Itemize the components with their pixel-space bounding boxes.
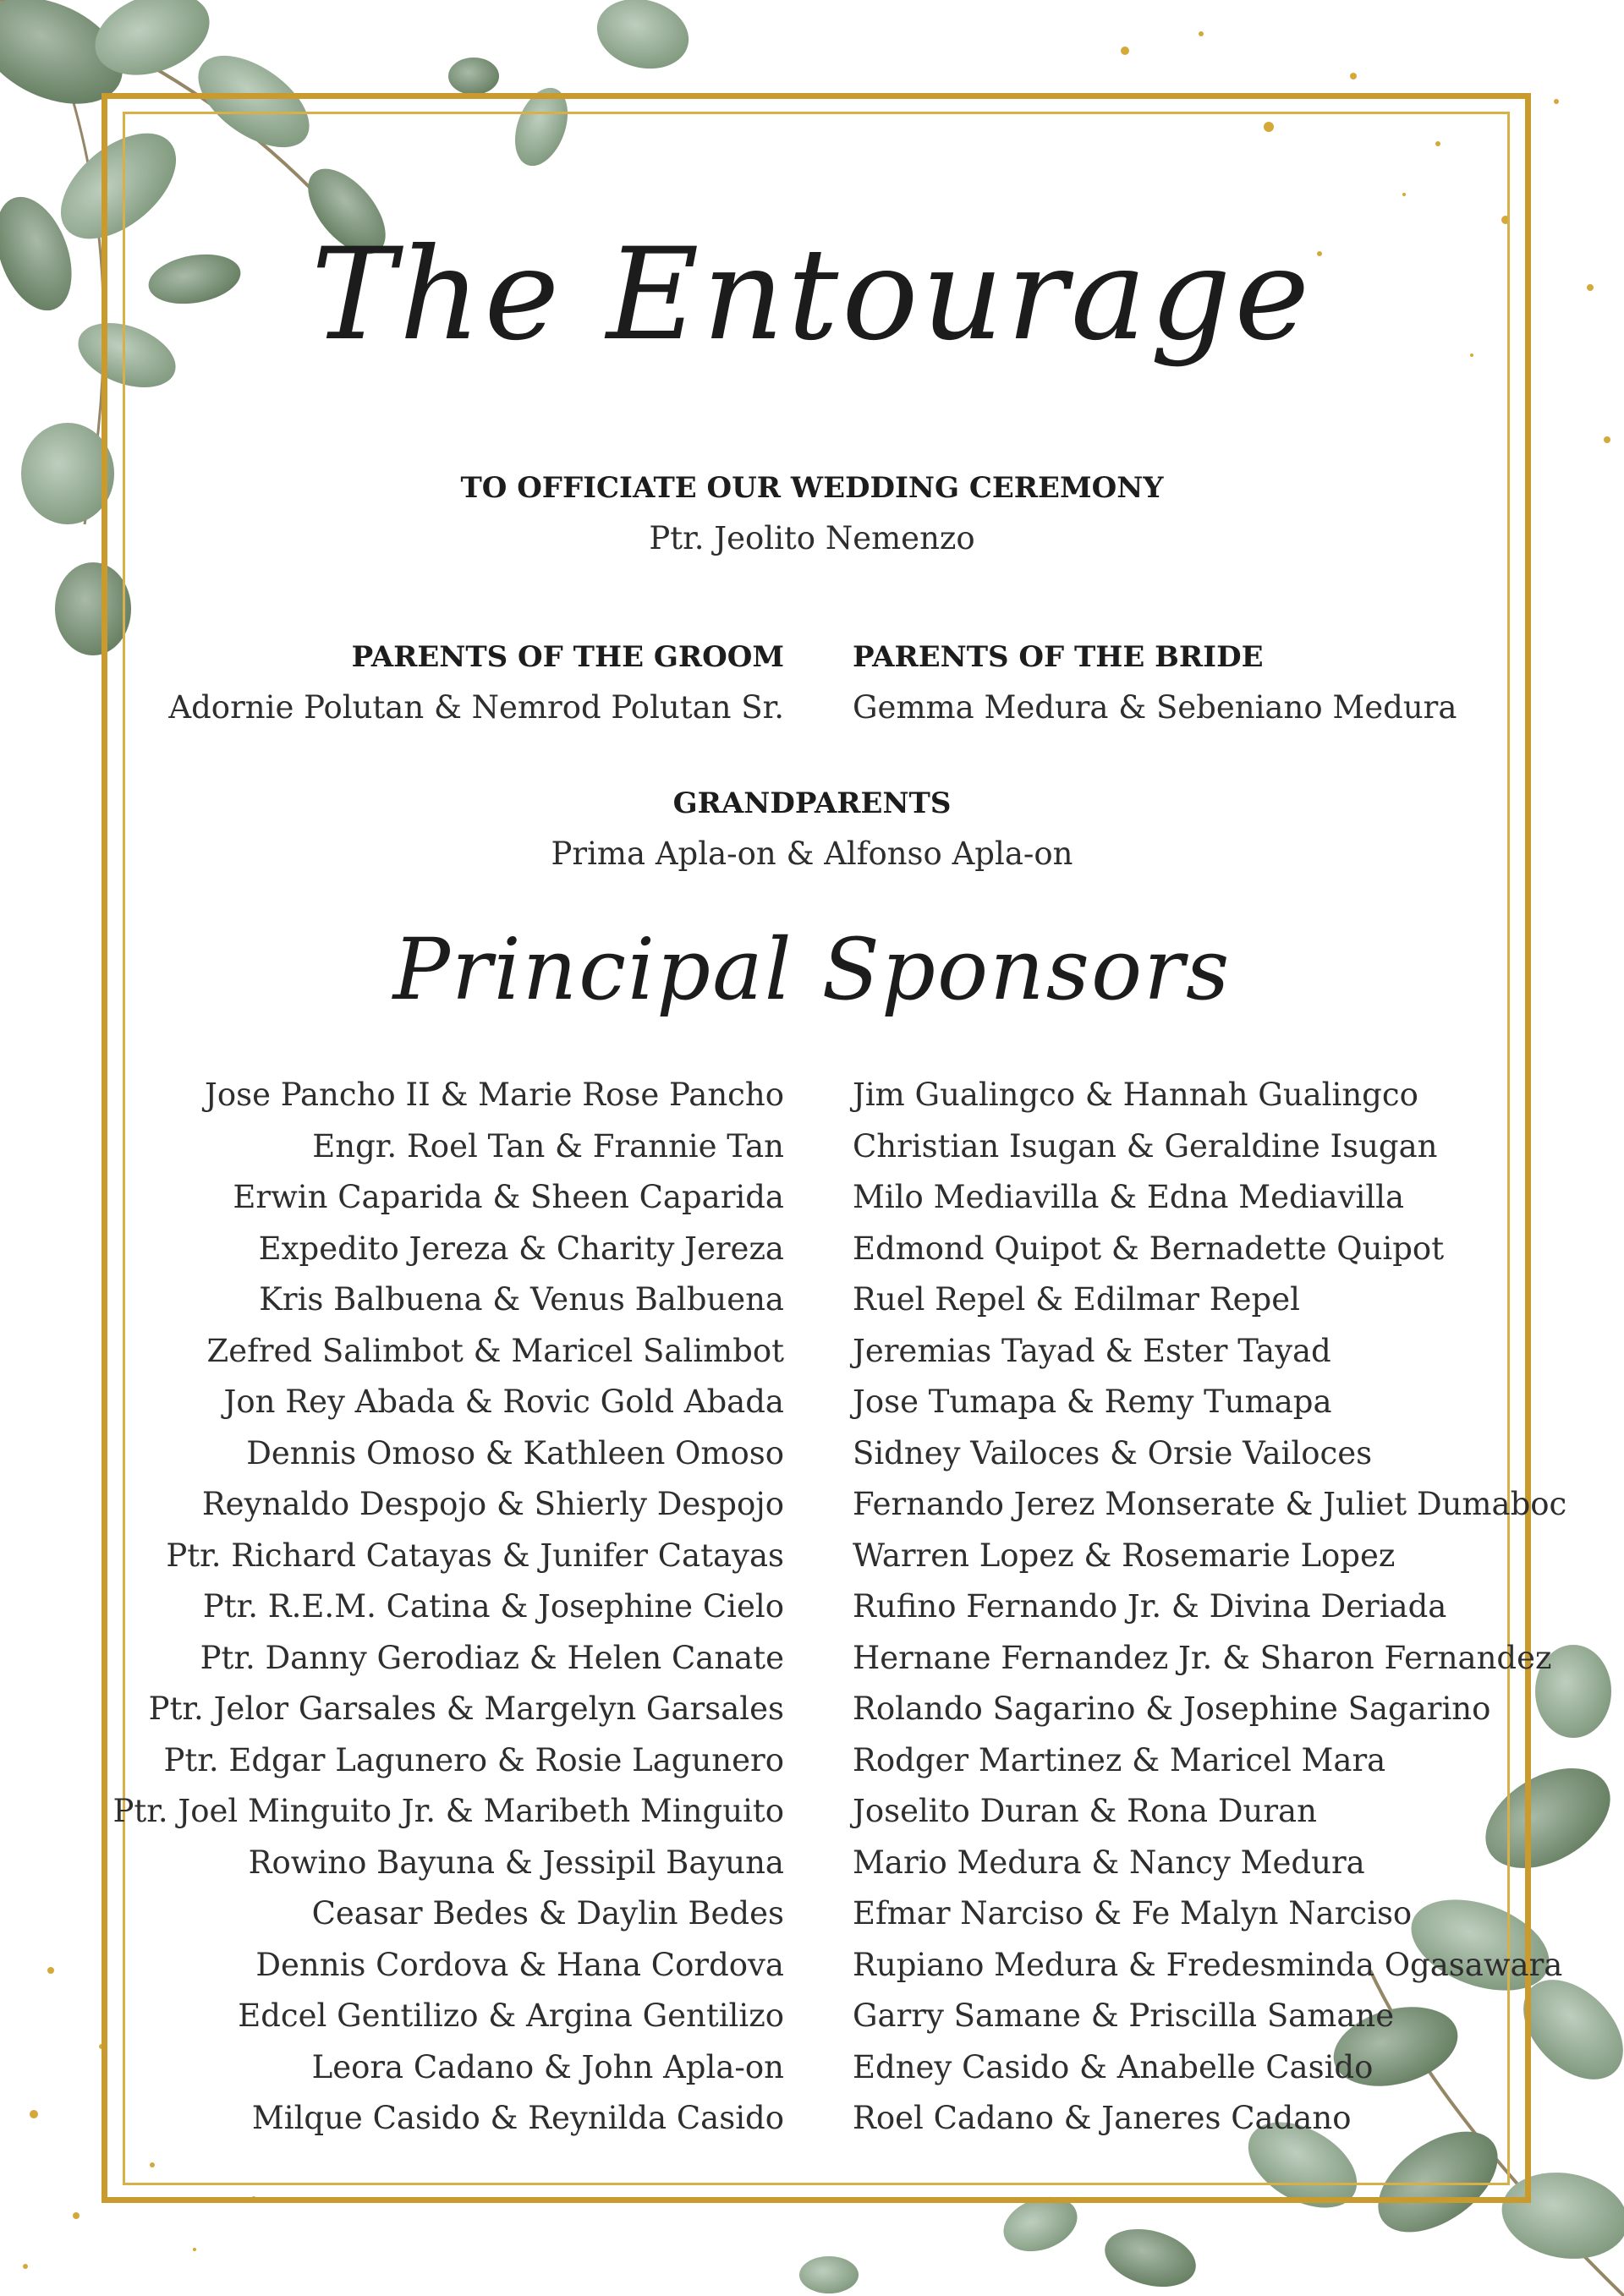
sponsor-couple: Jeremias Tayad & Ester Tayad — [853, 1332, 1331, 1369]
sponsor-couple: Joselito Duran & Rona Duran — [853, 1793, 1317, 1829]
sponsor-couple: Dennis Omoso & Kathleen Omoso — [246, 1434, 784, 1471]
sponsor-couple: Rufino Fernando Jr. & Divina Deriada — [853, 1588, 1447, 1625]
sponsor-couple: Erwin Caparida & Sheen Caparida — [233, 1179, 784, 1215]
sponsor-couple: Reynaldo Despojo & Shierly Despojo — [201, 1486, 784, 1522]
sponsor-couple: Rolando Sagarino & Josephine Sagarino — [853, 1690, 1491, 1727]
sponsor-couple: Rowino Bayuna & Jessipil Bayuna — [248, 1844, 784, 1881]
sponsor-couple: Warren Lopez & Rosemarie Lopez — [853, 1537, 1396, 1574]
grandparents-names: Prima Apla-on & Alfonso Apla-on — [551, 836, 1073, 872]
officiate-heading: TO OFFICIATE OUR WEDDING CEREMONY — [460, 471, 1164, 505]
sponsor-couple: Ptr. Jelor Garsales & Margelyn Garsales — [148, 1690, 784, 1727]
sponsor-couple: Kris Balbuena & Venus Balbuena — [259, 1281, 784, 1318]
sponsor-couple: Expedito Jereza & Charity Jereza — [258, 1230, 784, 1267]
sponsor-couple: Rodger Martinez & Maricel Mara — [853, 1741, 1386, 1778]
sponsor-couple: Ptr. Edgar Lagunero & Rosie Lagunero — [163, 1741, 784, 1778]
sponsor-couple: Christian Isugan & Geraldine Isugan — [853, 1127, 1438, 1164]
sponsor-couple: Edcel Gentilizo & Argina Gentilizo — [238, 1997, 784, 2034]
sponsor-couple: Ruel Repel & Edilmar Repel — [853, 1281, 1300, 1318]
sponsor-couple: Jose Pancho II & Marie Rose Pancho — [204, 1077, 784, 1113]
sponsor-couple: Edney Casido & Anabelle Casido — [853, 2048, 1374, 2085]
parents-bride-names: Gemma Medura & Sebeniano Medura — [853, 689, 1457, 726]
sponsor-couple: Mario Medura & Nancy Medura — [853, 1844, 1365, 1881]
sponsor-couple: Efmar Narciso & Fe Malyn Narciso — [853, 1895, 1413, 1932]
sponsor-couple: Engr. Roel Tan & Frannie Tan — [312, 1127, 784, 1164]
sponsor-couple: Roel Cadano & Janeres Cadano — [853, 2100, 1352, 2136]
sponsor-couple: Rupiano Medura & Fredesminda Ogasawara — [853, 1946, 1563, 1983]
sponsor-couple: Edmond Quipot & Bernadette Quipot — [853, 1230, 1445, 1267]
sponsor-couple: Jose Tumapa & Remy Tumapa — [853, 1384, 1332, 1420]
sponsor-couple: Milo Mediavilla & Edna Mediavilla — [853, 1179, 1405, 1215]
parents-groom-heading: PARENTS OF THE GROOM — [351, 640, 784, 674]
grandparents-heading: GRANDPARENTS — [672, 786, 952, 820]
page-title: The Entourage — [310, 222, 1314, 369]
sponsor-couple: Ptr. Danny Gerodiaz & Helen Canate — [200, 1639, 784, 1676]
sponsor-couple: Dennis Cordova & Hana Cordova — [255, 1946, 784, 1983]
sponsor-couple: Hernane Fernandez Jr. & Sharon Fernandez — [853, 1639, 1552, 1676]
sponsor-couple: Ptr. R.E.M. Catina & Josephine Cielo — [202, 1588, 784, 1625]
sponsor-couple: Jon Rey Abada & Rovic Gold Abada — [223, 1384, 784, 1420]
sponsor-couple: Fernando Jerez Monserate & Juliet Dumaboc — [853, 1486, 1567, 1522]
parents-groom-names: Adornie Polutan & Nemrod Polutan Sr. — [168, 689, 784, 726]
sponsors-right-list — [853, 1070, 1566, 2145]
sponsor-couple: Leora Cadano & John Apla-on — [311, 2048, 784, 2085]
sponsor-couple: Jim Gualingco & Hannah Gualingco — [853, 1077, 1418, 1113]
officiate-name: Ptr. Jeolito Nemenzo — [649, 520, 975, 556]
sponsor-couple: Garry Samane & Priscilla Samane — [853, 1997, 1395, 2034]
parents-bride-heading: PARENTS OF THE BRIDE — [853, 640, 1264, 674]
sponsors-left-list — [112, 1070, 784, 2145]
sponsor-couple: Milque Casido & Reynilda Casido — [251, 2100, 784, 2136]
sponsor-couple: Ceasar Bedes & Daylin Bedes — [311, 1895, 784, 1932]
sponsor-couple: Sidney Vailoces & Orsie Vailoces — [853, 1434, 1373, 1471]
sponsor-couple: Zefred Salimbot & Maricel Salimbot — [206, 1332, 784, 1369]
sponsor-couple: Ptr. Joel Minguito Jr. & Maribeth Minguito — [112, 1793, 784, 1829]
sponsors-title: Principal Sponsors — [392, 920, 1232, 1019]
sponsor-couple: Ptr. Richard Catayas & Junifer Catayas — [166, 1537, 784, 1574]
